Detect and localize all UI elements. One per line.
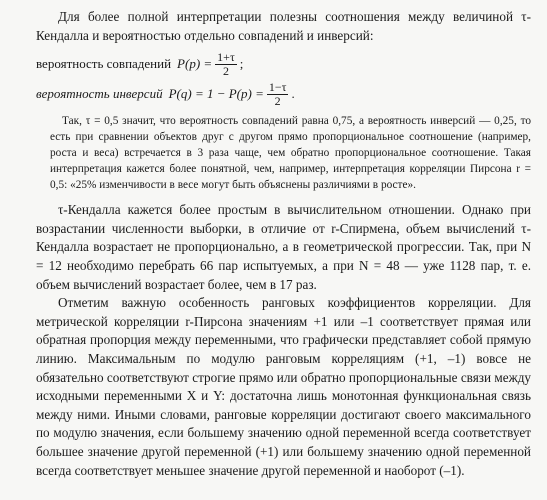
formula-coincidence-lhs: P(p) = [177,56,213,72]
formula-inversion-tail: . [291,86,295,102]
formula-inversion [36,81,531,107]
formula-inversion-label: вероятность инверсий [36,86,163,102]
formula-coincidence-tail: ; [239,56,244,72]
fraction-numerator: 1+τ [217,49,235,64]
formula-coincidence-label: вероятность совпадений [36,56,172,72]
example-note: Так, τ = 0,5 значит, что вероятность совпадений равна 0,75, а вероятность инверсий — 0,25, то есть при сравнении объектов друг с другом прямо пропорциональное соотношение (например, роста и веса) встречается в 3 раза чаще, чем обратно пропорциональное соотношение. Такая интерпретация кажется более понятной, чем, например, интерпретация корреляции Пирсона r = 0,5: «25% изменчивости в весе могут быть объяснены различиями в росте». [50,115,531,192]
fraction-denominator: 2 [274,93,281,108]
fraction-numerator: 1−τ [268,79,287,94]
formula-coincidence-fraction [215,51,237,78]
paragraph-rank-properties: Отметим важную особенность ранговых коэффициентов корреляции. Для метрической корреляции r-Пирсона значениям +1 или –1 соответствует прямая или обратная пропорция между переменными, что графически представляет собой прямую линию. Максимальным по модулю ранговым корреляциям (+1, –1) вовсе не обязательно соответствуют строгие прямо или обратно пропорциональные связи между исходными переменными X и Y: достаточна лишь монотонная функциональная связь между ними. Иными словами, ранговые корреляции достигают своего максимального по модулю значения, если большему значению одной переменной всегда соответствует большее значение другой переменной (+1) или большему значению одной переменной всегда соответствует меньшее значение другой переменной и наоборот (–1). [36,295,531,478]
fraction-denominator: 2 [222,63,229,78]
intro-paragraph: Для более полной интерпретации полезны соотношения между величиной τ-Кендалла и вероятностью отдельно совпадений и инверсий: [36,9,531,43]
formula-inversion-lhs: P(q) = 1 − P(p) = [168,86,264,102]
paragraph-computation: τ-Кендалла кажется более простым в вычислительном отношении. Однако при возрастании численности выборки, в отличие от r-Спирмена, объем вычислений τ-Кендалла возрастает не пропорционально, а в геометрической прогрессии. Так, при N = 12 необходимо перебрать 66 пар испытуемых, а при N = 48 — уже 1128 пар, т. е. объем вычислений возрастает более, чем в 17 раз. [36,202,531,292]
formula-inversion-fraction [267,81,289,108]
formula-coincidence [36,51,531,77]
